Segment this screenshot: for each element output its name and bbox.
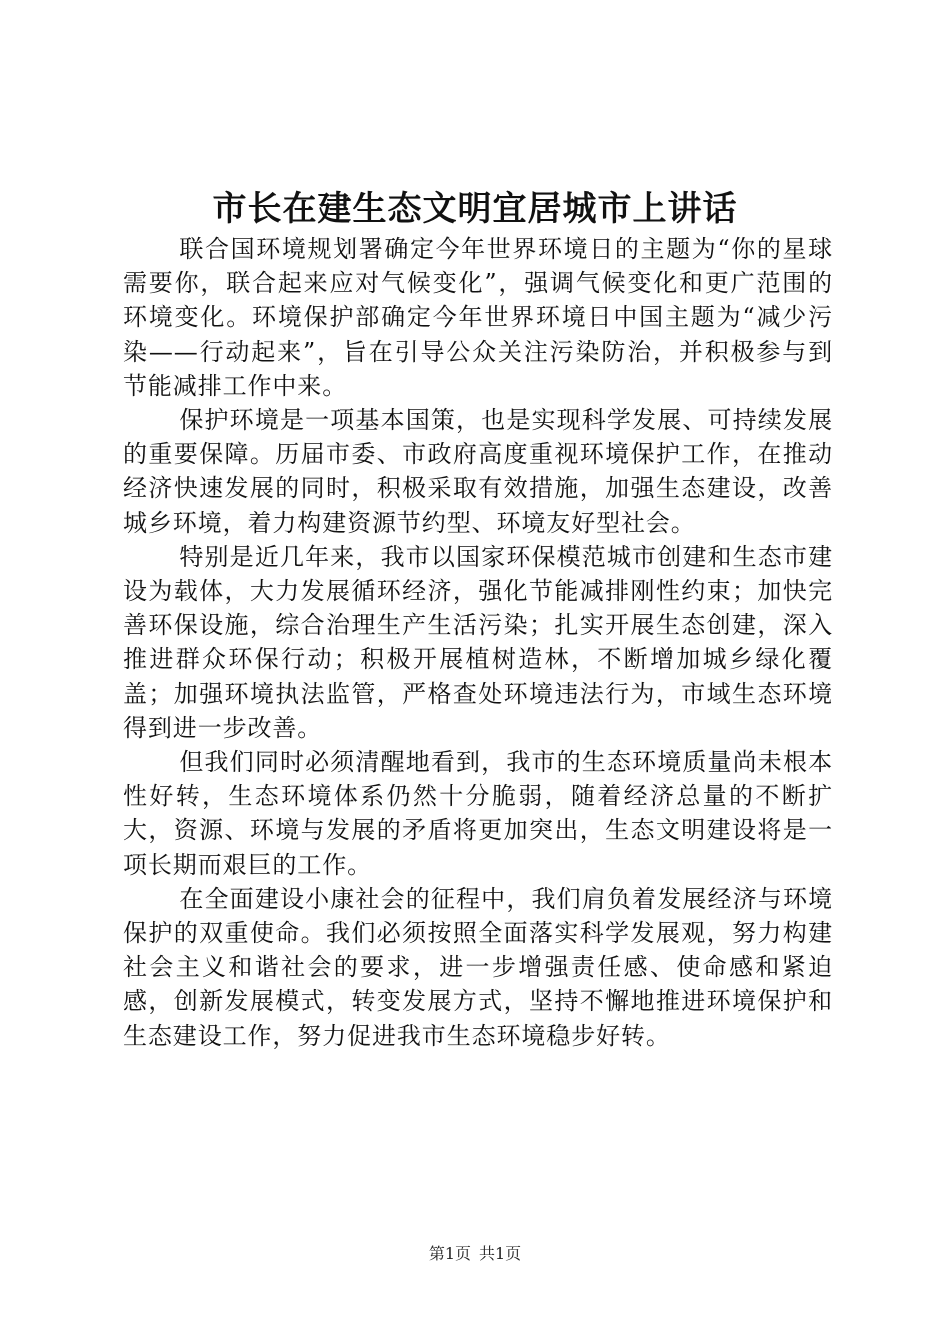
paragraph-5: 在全面建设小康社会的征程中，我们肩负着发展经济与环境保护的双重使命。我们必须按照全面落实科学发展观，努力构建社会主义和谐社会的要求，进一步增强责任感、使命感和紧迫感，创新发展模式，转变发展方式，坚持不懈地推进环境保护和生态建设工作，努力促进我市生态环境稳步好转。 <box>123 884 833 1050</box>
page-total: 共1页 <box>479 1244 522 1263</box>
paragraph-2: 保护环境是一项基本国策，也是实现科学发展、可持续发展的重要保障。历届市委、市政府高度重视环境保护工作，在推动经济快速发展的同时，积极采取有效措施，加强生态建设，改善城乡环境，着力构建资源节约型、环境友好型社会。 <box>123 406 833 537</box>
paragraph-4: 但我们同时必须清醒地看到，我市的生态环境质量尚未根本性好转，生态环境体系仍然十分脆弱，随着经济总量的不断扩大，资源、环境与发展的矛盾将更加突出，生态文明建设将是一项长期而艰巨的工作。 <box>123 748 833 879</box>
paragraph-1: 联合国环境规划署确定今年世界环境日的主题为“你的星球需要你，联合起来应对气候变化”，强调气候变化和更广范围的环境变化。环境保护部确定今年世界环境日中国主题为“减少污染——行动起来”，旨在引导公众关注污染防治，并积极参与到节能减排工作中来。 <box>123 235 833 400</box>
page-footer <box>0 1244 950 1264</box>
paragraph-3: 特别是近几年来，我市以国家环保模范城市创建和生态市建设为载体，大力发展循环经济，强化节能减排刚性约束；加快完善环保设施，综合治理生产生活污染；扎实开展生态创建，深入推进群众环保行动；积极开展植树造林，不断增加城乡绿化覆盖；加强环境执法监管，严格查处环境违法行为，市域生态环境得到进一步改善。 <box>123 542 833 742</box>
page-number: 第1页 <box>428 1244 471 1263</box>
document-title: 市长在建生态文明宜居城市上讲话 <box>212 189 738 229</box>
document-body <box>123 232 833 1053</box>
